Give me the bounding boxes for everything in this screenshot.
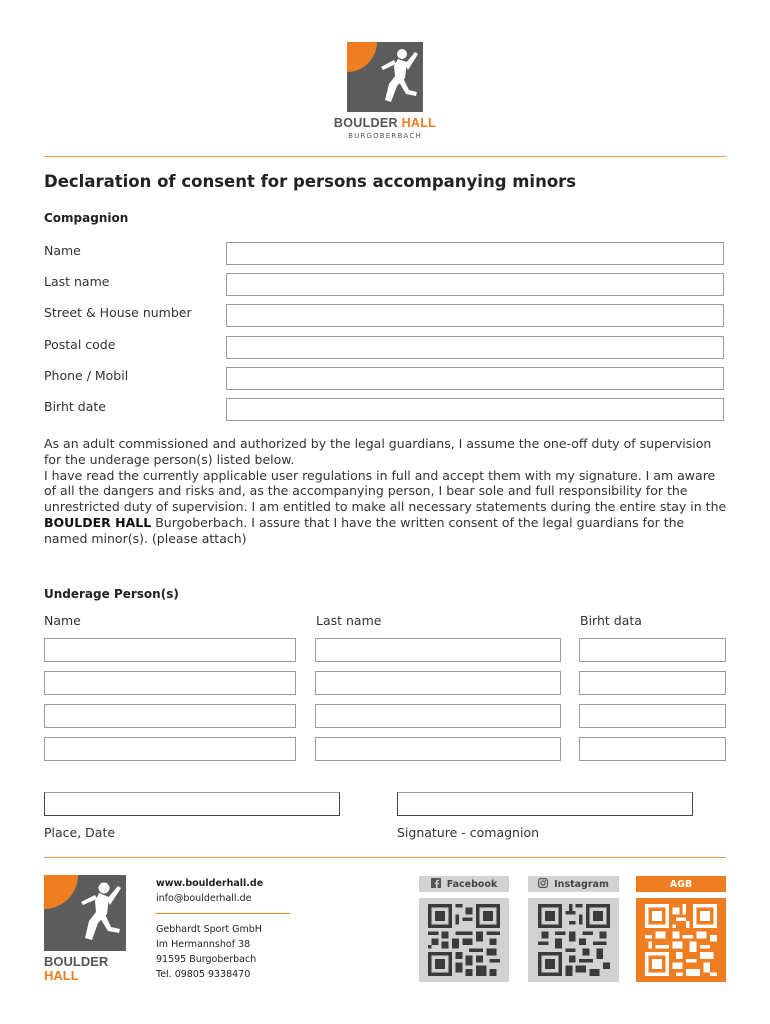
companion-birth-date-field[interactable]	[226, 398, 724, 421]
footer-divider	[44, 857, 726, 858]
underage-col-last-name: Last name	[316, 613, 382, 628]
underage-name-field[interactable]	[44, 671, 296, 695]
footer-company: Gebhardt Sport GmbH	[156, 924, 262, 935]
facebook-tab[interactable]	[419, 876, 509, 892]
underage-last-name-field[interactable]	[315, 638, 561, 662]
facebook-label: Facebook	[446, 878, 498, 890]
companion-name-field[interactable]	[226, 242, 724, 265]
underage-last-name-field[interactable]	[315, 704, 561, 728]
footer-contact	[156, 876, 263, 906]
footer-logo	[44, 875, 126, 951]
page-title: Declaration of consent for persons accompanying minors	[44, 172, 577, 191]
companion-postal-code-field[interactable]	[226, 336, 724, 359]
footer-brand	[44, 955, 108, 983]
declaration-text-before: As an adult commissioned and authorized by the legal guardians, I assume the one-off duty of supervision for the underage person(s) listed below. I have read the currently applicable user regulations in full and accept them with my signature. I am aware of all the dangers and risks and, as the accompanying person, I bear sole and full responsibility for the unrestricted duty of supervision. I am entitled to make all necessary statements during the entire stay in the	[44, 436, 727, 515]
underage-col-name: Name	[44, 613, 81, 628]
companion-heading: Compagnion	[44, 211, 129, 225]
companion-name-label: Name	[44, 243, 81, 258]
underage-birth-field[interactable]	[579, 671, 726, 695]
companion-postal-code-label: Postal code	[44, 337, 116, 352]
footer-street: Im Hermannshof 38	[156, 939, 251, 950]
facebook-qr-code[interactable]	[419, 898, 509, 982]
signature-field[interactable]	[397, 792, 693, 816]
underage-name-field[interactable]	[44, 704, 296, 728]
underage-last-name-field[interactable]	[315, 671, 561, 695]
companion-birth-date-label: Birht date	[44, 399, 106, 414]
declaration-brand: BOULDER HALL	[44, 514, 152, 530]
signature-label: Signature - comagnion	[397, 825, 540, 840]
companion-phone-label: Phone / Mobil	[44, 368, 129, 383]
instagram-qr-code[interactable]	[528, 898, 619, 982]
brand-name: BOULDER HALL	[333, 116, 437, 130]
underage-name-field[interactable]	[44, 737, 296, 761]
header-divider	[44, 156, 726, 157]
instagram-icon	[538, 878, 548, 891]
footer-brand-line1: BOULDER	[44, 954, 109, 969]
footer-contact-divider	[156, 913, 290, 914]
agb-label: AGB	[669, 878, 693, 890]
underage-birth-field[interactable]	[579, 638, 726, 662]
underage-birth-field[interactable]	[579, 704, 726, 728]
underage-heading: Underage Person(s)	[44, 587, 179, 601]
footer-email-link[interactable]: info@boulderhall.de	[156, 893, 252, 904]
underage-birth-field[interactable]	[579, 737, 726, 761]
companion-street-field[interactable]	[226, 304, 724, 327]
footer-website-link[interactable]: www.boulderhall.de	[156, 878, 264, 889]
footer-address	[156, 922, 262, 982]
companion-street-label: Street & House number	[44, 305, 192, 320]
underage-name-field[interactable]	[44, 638, 296, 662]
footer-city: 91595 Burgoberbach	[156, 954, 257, 965]
place-date-field[interactable]	[44, 792, 340, 816]
brand-subtitle: BURGOBERBACH	[348, 132, 422, 140]
place-date-label: Place, Date	[44, 825, 116, 840]
boulder-hall-logo	[347, 42, 423, 112]
facebook-icon	[431, 878, 441, 891]
footer-brand-line2: HALL	[44, 968, 79, 983]
agb-tab[interactable]	[636, 876, 726, 892]
instagram-label: Instagram	[554, 878, 609, 890]
footer-phone: Tel. 09805 9338470	[156, 969, 251, 980]
companion-last-name-label: Last name	[44, 274, 110, 289]
declaration-text-after: Burgoberbach. I assure that I have the written consent of the legal guardians for the named minor(s). (please attach)	[44, 514, 685, 546]
underage-col-birth: Birht data	[580, 613, 642, 628]
underage-last-name-field[interactable]	[315, 737, 561, 761]
companion-phone-field[interactable]	[226, 367, 724, 390]
companion-last-name-field[interactable]	[226, 273, 724, 296]
declaration-text	[44, 436, 728, 547]
agb-qr-code[interactable]	[636, 898, 726, 982]
instagram-tab[interactable]	[528, 876, 619, 892]
